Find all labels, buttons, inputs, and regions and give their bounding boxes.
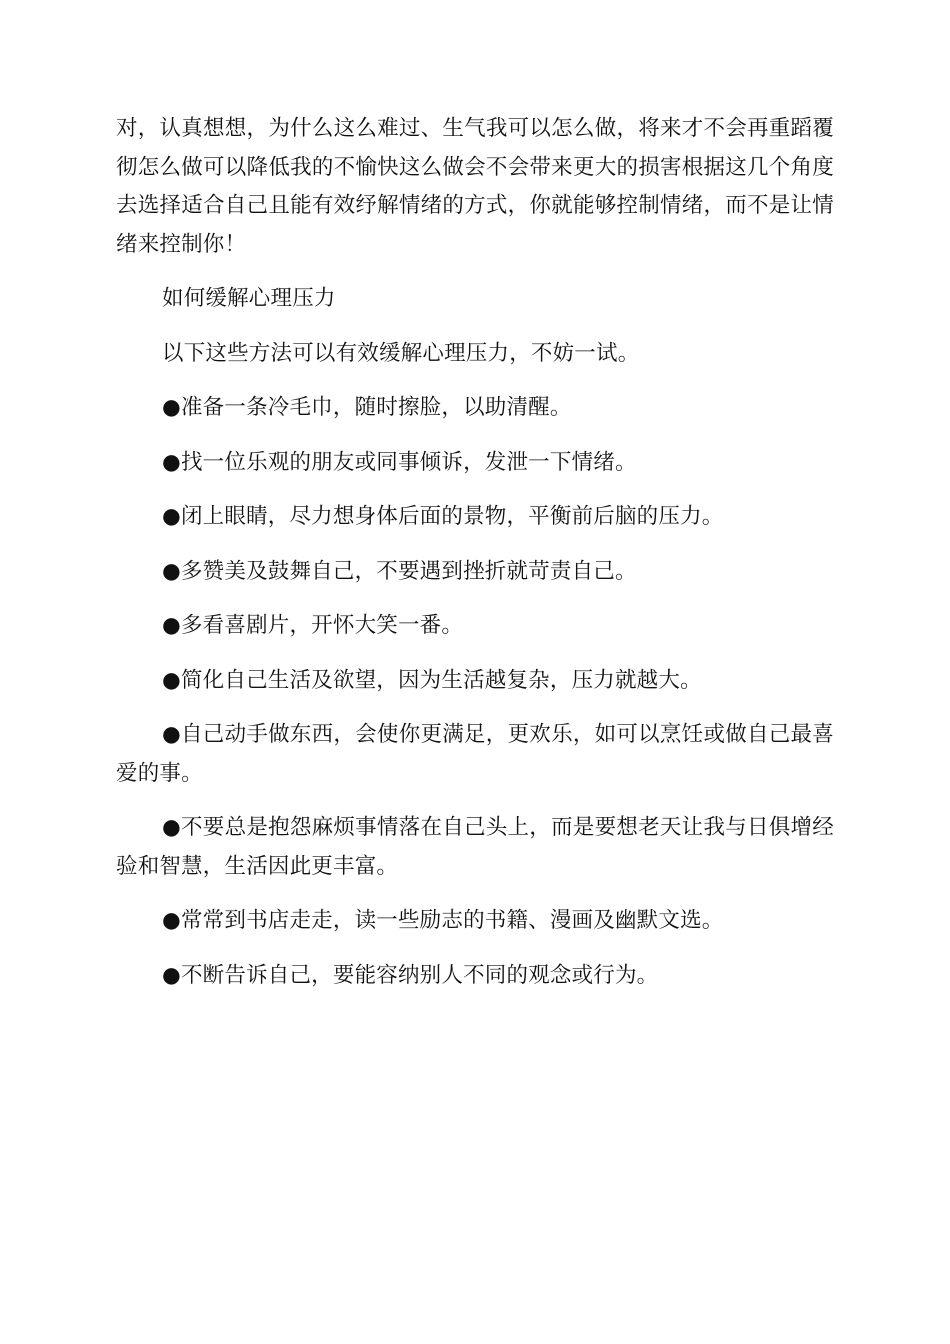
bullet-icon: ● (162, 722, 182, 747)
bullet-icon: ● (162, 908, 181, 933)
tip-item (116, 607, 834, 646)
tip-item (116, 957, 834, 996)
tip-item (116, 716, 834, 793)
tip-text: 简化自己生活及欲望，因为生活越复杂，压力就越大。 (180, 667, 702, 693)
bullet-icon: ● (162, 815, 182, 840)
bullet-icon: ● (162, 667, 181, 693)
tip-text: 准备一条冷毛巾，随时擦脸，以助清醒。 (180, 395, 572, 420)
section-title: 如何缓解心理压力 (162, 286, 336, 311)
bullet-icon: ● (162, 449, 181, 475)
tip-item (116, 498, 834, 537)
tip-text: 闭上眼睛，尽力想身体后面的景物，平衡前后脑的压力。 (180, 504, 724, 529)
tip-text: 常常到书店走走，读一些励志的书籍、漫画及幽默文选。 (180, 908, 724, 933)
bullet-icon: ● (162, 504, 181, 529)
tip-item (116, 553, 834, 592)
tip-text: 找一位乐观的朋友或同事倾诉，发泄一下情绪。 (180, 449, 637, 475)
tip-item (116, 389, 834, 428)
bullet-icon: ● (162, 613, 181, 638)
tip-text: 自己动手做东西，会使你更满足，更欢乐，如可以烹饪或做自己最喜爱的事。 (116, 722, 834, 786)
tip-text: 不要总是抱怨麻烦事情落在自己头上，而是要想老天让我与日俱增经验和智慧，生活因此更丰富。 (116, 815, 834, 879)
bullet-icon: ● (162, 962, 181, 988)
tip-text: 多赞美及鼓舞自己，不要遇到挫折就苛责自己。 (180, 558, 637, 584)
bullet-icon: ● (162, 395, 181, 420)
section-intro: 以下这些方法可以有效缓解心理压力，不妨一试。 (162, 340, 640, 366)
bullet-icon: ● (162, 558, 181, 584)
intro-paragraph: 对，认真想想，为什么这么难过、生气我可以怎么做，将来才不会再重蹈覆彻怎么做可以降低我的不愉快这么做会不会带来更大的损害根据这几个角度去选择适合自己且能有效纾解情绪的方式，你就能够控制情绪，而不是让情绪来控制你！ (116, 116, 834, 257)
document-page (116, 110, 834, 1011)
tip-text: 多看喜剧片，开怀大笑一番。 (180, 613, 464, 638)
tip-item (116, 444, 834, 483)
tip-item (116, 809, 834, 886)
tip-text: 不断告诉自己，要能容纳别人不同的观念或行为。 (180, 962, 659, 988)
tip-item (116, 662, 834, 701)
tip-item (116, 902, 834, 941)
